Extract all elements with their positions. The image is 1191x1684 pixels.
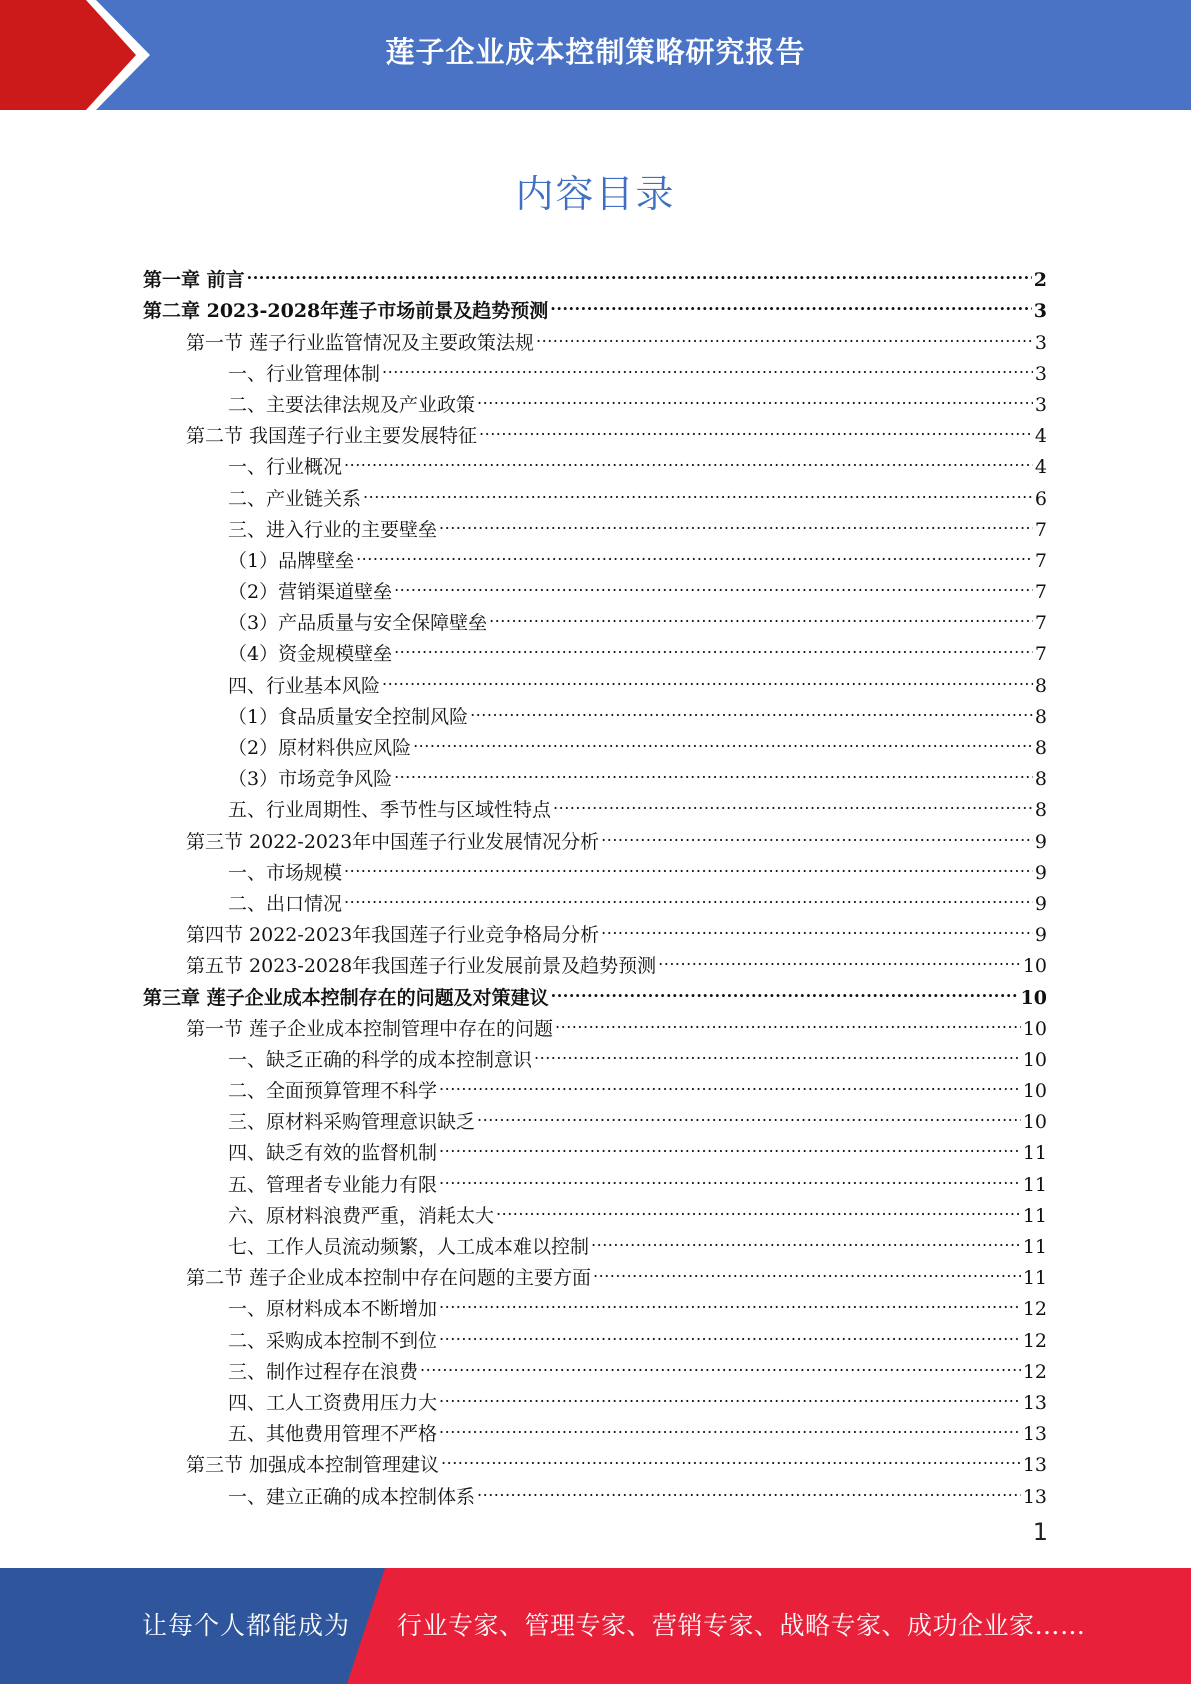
page-number: 1 bbox=[1032, 1518, 1048, 1546]
toc-dot-leader bbox=[593, 1253, 1021, 1284]
toc-entry-page: 9 bbox=[1034, 924, 1047, 947]
toc-entry-label: 第三节 加强成本控制管理建议 bbox=[186, 1454, 440, 1477]
toc-entry-label: 第四节 2022-2023年我国莲子行业竞争格局分析 bbox=[186, 924, 600, 947]
toc-dot-leader bbox=[489, 598, 1033, 629]
toc-entry-page: 13 bbox=[1022, 1391, 1047, 1414]
report-title: 莲子企业成本控制策略研究报告 bbox=[385, 34, 806, 69]
toc-dot-leader bbox=[477, 1471, 1021, 1502]
toc-entry-page: 10 bbox=[1020, 986, 1047, 1009]
toc-entry-page: 10 bbox=[1022, 1080, 1047, 1103]
toc-dot-leader bbox=[439, 505, 1033, 536]
toc-entry-page: 8 bbox=[1034, 705, 1047, 728]
toc-dot-leader bbox=[551, 972, 1019, 1003]
toc-dot-leader bbox=[591, 1222, 1021, 1253]
toc-dot-leader bbox=[536, 317, 1033, 348]
toc-entry-page: 8 bbox=[1034, 674, 1047, 697]
toc-dot-leader bbox=[439, 1066, 1021, 1097]
toc-dot-leader bbox=[479, 411, 1033, 442]
toc-dot-leader bbox=[601, 910, 1033, 941]
toc-entry-label: 第二节 我国莲子行业主要发展特征 bbox=[186, 425, 478, 448]
toc-entry-page: 13 bbox=[1022, 1454, 1047, 1477]
toc-entry-page: 3 bbox=[1034, 393, 1047, 416]
toc-entry-label: 四、工人工资费用压力大 bbox=[228, 1391, 438, 1414]
toc-dot-leader bbox=[420, 1347, 1021, 1378]
toc-entry-page: 4 bbox=[1034, 425, 1047, 448]
toc-entry-page: 7 bbox=[1034, 643, 1047, 666]
toc-dot-leader bbox=[344, 442, 1033, 473]
toc-entry-label: 第一章 前言 bbox=[143, 269, 245, 292]
toc-dot-leader bbox=[413, 723, 1033, 754]
toc-dot-leader bbox=[555, 1004, 1021, 1035]
toc-entry-label: （3）市场竞争风险 bbox=[228, 768, 393, 791]
toc-dot-leader bbox=[439, 1284, 1021, 1315]
toc-entry-page: 10 bbox=[1022, 955, 1047, 978]
toc-entry-label: （1）品牌壁垒 bbox=[228, 549, 355, 572]
toc-entry-label: 二、采购成本控制不到位 bbox=[228, 1329, 438, 1352]
toc-entry-page: 12 bbox=[1022, 1360, 1047, 1383]
toc-entry-page: 11 bbox=[1022, 1267, 1047, 1290]
toc-entry-label: 一、缺乏正确的科学的成本控制意识 bbox=[228, 1048, 533, 1071]
toc-entry-page: 12 bbox=[1022, 1329, 1047, 1352]
toc-entry-label: 第五节 2023-2028年我国莲子行业发展前景及趋势预测 bbox=[186, 955, 657, 978]
toc-dot-leader bbox=[356, 536, 1033, 567]
toc-entry-label: 二、出口情况 bbox=[228, 892, 343, 915]
toc-dot-leader bbox=[496, 1191, 1021, 1222]
report-footer bbox=[0, 1568, 1191, 1684]
toc-entry-page: 8 bbox=[1034, 737, 1047, 759]
toc-entry-label: （3）产品质量与安全保障壁垒 bbox=[228, 612, 488, 635]
toc-heading: 内容目录 bbox=[515, 172, 676, 216]
toc-entry-page: 9 bbox=[1034, 830, 1047, 853]
toc-dot-leader bbox=[553, 785, 1033, 816]
toc-dot-leader bbox=[439, 1409, 1021, 1440]
toc-entry[interactable] bbox=[143, 255, 1047, 292]
toc-entry-page: 7 bbox=[1034, 518, 1047, 541]
toc-dot-leader bbox=[344, 879, 1033, 910]
toc-dot-leader bbox=[601, 816, 1033, 847]
toc-dot-leader bbox=[658, 941, 1021, 972]
toc-entry-page: 4 bbox=[1034, 456, 1047, 479]
toc-dot-leader bbox=[344, 848, 1033, 879]
toc-entry-label: 第一节 莲子行业监管情况及主要政策法规 bbox=[186, 331, 535, 354]
toc-entry-page: 10 bbox=[1022, 1111, 1047, 1134]
toc-dot-leader bbox=[394, 567, 1033, 598]
toc-entry-label: 七、工作人员流动频繁，人工成本难以控制 bbox=[228, 1236, 590, 1258]
toc-entry-label: 一、建立正确的成本控制体系 bbox=[228, 1485, 476, 1508]
toc-entry-label: 二、主要法律法规及产业政策 bbox=[228, 393, 476, 416]
toc-entry-label: 三、原材料采购管理意识缺乏 bbox=[228, 1111, 476, 1134]
toc-entry-label: 五、其他费用管理不严格 bbox=[228, 1423, 438, 1446]
toc-entry-page: 6 bbox=[1034, 487, 1047, 510]
toc-entry-label: 二、产业链关系 bbox=[228, 487, 362, 510]
toc-entry-page: 9 bbox=[1034, 861, 1047, 884]
toc-dot-leader bbox=[439, 1315, 1021, 1346]
toc-dot-leader bbox=[394, 754, 1033, 785]
toc-dot-leader bbox=[382, 660, 1033, 691]
toc-entry-label: 第三节 2022-2023年中国莲子行业发展情况分析 bbox=[186, 830, 600, 853]
footer-slogan-right: 行业专家、管理专家、营销专家、战略专家、成功企业家…… bbox=[397, 1611, 1086, 1640]
table-of-contents bbox=[143, 255, 1047, 1508]
toc-dot-leader bbox=[550, 286, 1032, 317]
toc-entry-label: 一、行业概况 bbox=[228, 456, 343, 479]
toc-entry-label: （2）原材料供应风险 bbox=[228, 737, 412, 759]
toc-dot-leader bbox=[439, 1159, 1021, 1190]
toc-entry-page: 2 bbox=[1033, 269, 1047, 292]
toc-entry-label: （1）食品质量安全控制风险 bbox=[228, 705, 469, 728]
toc-entry-page: 8 bbox=[1034, 799, 1047, 822]
toc-entry-label: 三、进入行业的主要壁垒 bbox=[228, 518, 438, 541]
toc-entry-label: 五、行业周期性、季节性与区域性特点 bbox=[228, 799, 552, 822]
toc-entry-label: 四、行业基本风险 bbox=[228, 674, 381, 697]
toc-entry[interactable] bbox=[143, 286, 1047, 323]
toc-entry-label: 一、市场规模 bbox=[228, 861, 343, 884]
toc-entry-page: 10 bbox=[1022, 1017, 1047, 1040]
toc-dot-leader bbox=[439, 1378, 1021, 1409]
toc-entry-page: 11 bbox=[1022, 1236, 1047, 1258]
toc-entry-page: 9 bbox=[1034, 892, 1047, 915]
toc-entry-label: 第二节 莲子企业成本控制中存在问题的主要方面 bbox=[186, 1267, 592, 1290]
toc-dot-leader bbox=[247, 255, 1032, 286]
toc-dot-leader bbox=[470, 692, 1033, 723]
toc-entry-page: 8 bbox=[1034, 768, 1047, 791]
toc-entry-label: 第三章 莲子企业成本控制存在的问题及对策建议 bbox=[143, 986, 549, 1009]
toc-entry-label: （4）资金规模壁垒 bbox=[228, 643, 393, 666]
toc-dot-leader bbox=[439, 1128, 1021, 1159]
toc-entry-label: 二、全面预算管理不科学 bbox=[228, 1080, 438, 1103]
footer-slogan-left: 让每个人都能成为 bbox=[142, 1611, 351, 1640]
toc-dot-leader bbox=[477, 380, 1033, 411]
toc-entry-label: 第二章 2023-2028年莲子市场前景及趋势预测 bbox=[143, 300, 549, 323]
toc-entry-label: 一、原材料成本不断增加 bbox=[228, 1298, 438, 1321]
toc-dot-leader bbox=[441, 1440, 1021, 1471]
toc-entry-page: 12 bbox=[1022, 1298, 1047, 1321]
toc-entry-page: 11 bbox=[1022, 1173, 1047, 1196]
toc-entry-label: （2）营销渠道壁垒 bbox=[228, 581, 393, 604]
toc-entry-page: 7 bbox=[1034, 612, 1047, 635]
toc-entry-page: 10 bbox=[1022, 1048, 1047, 1071]
toc-entry-label: 三、制作过程存在浪费 bbox=[228, 1360, 419, 1383]
toc-entry-page: 11 bbox=[1022, 1142, 1047, 1165]
toc-entry-label: 六、原材料浪费严重，消耗太大 bbox=[228, 1204, 495, 1227]
toc-entry-label: 四、缺乏有效的监督机制 bbox=[228, 1142, 438, 1165]
toc-dot-leader bbox=[534, 1035, 1021, 1066]
toc-entry-page: 13 bbox=[1022, 1423, 1047, 1446]
report-header bbox=[0, 0, 1191, 110]
toc-entry-label: 第一节 莲子企业成本控制管理中存在的问题 bbox=[186, 1017, 554, 1040]
toc-entry-page: 7 bbox=[1034, 549, 1047, 572]
toc-dot-leader bbox=[382, 349, 1033, 380]
toc-entry-page: 3 bbox=[1033, 300, 1047, 323]
toc-dot-leader bbox=[394, 629, 1033, 660]
toc-dot-leader bbox=[477, 1097, 1021, 1128]
toc-entry-page: 3 bbox=[1034, 362, 1047, 385]
toc-entry-label: 五、管理者专业能力有限 bbox=[228, 1173, 438, 1196]
toc-dot-leader bbox=[363, 473, 1033, 504]
toc-entry-page: 7 bbox=[1034, 581, 1047, 604]
toc-entry-page: 3 bbox=[1034, 331, 1047, 354]
toc-entry-page: 13 bbox=[1022, 1485, 1047, 1508]
toc-entry-label: 一、行业管理体制 bbox=[228, 362, 381, 385]
toc-entry-page: 11 bbox=[1022, 1204, 1047, 1227]
